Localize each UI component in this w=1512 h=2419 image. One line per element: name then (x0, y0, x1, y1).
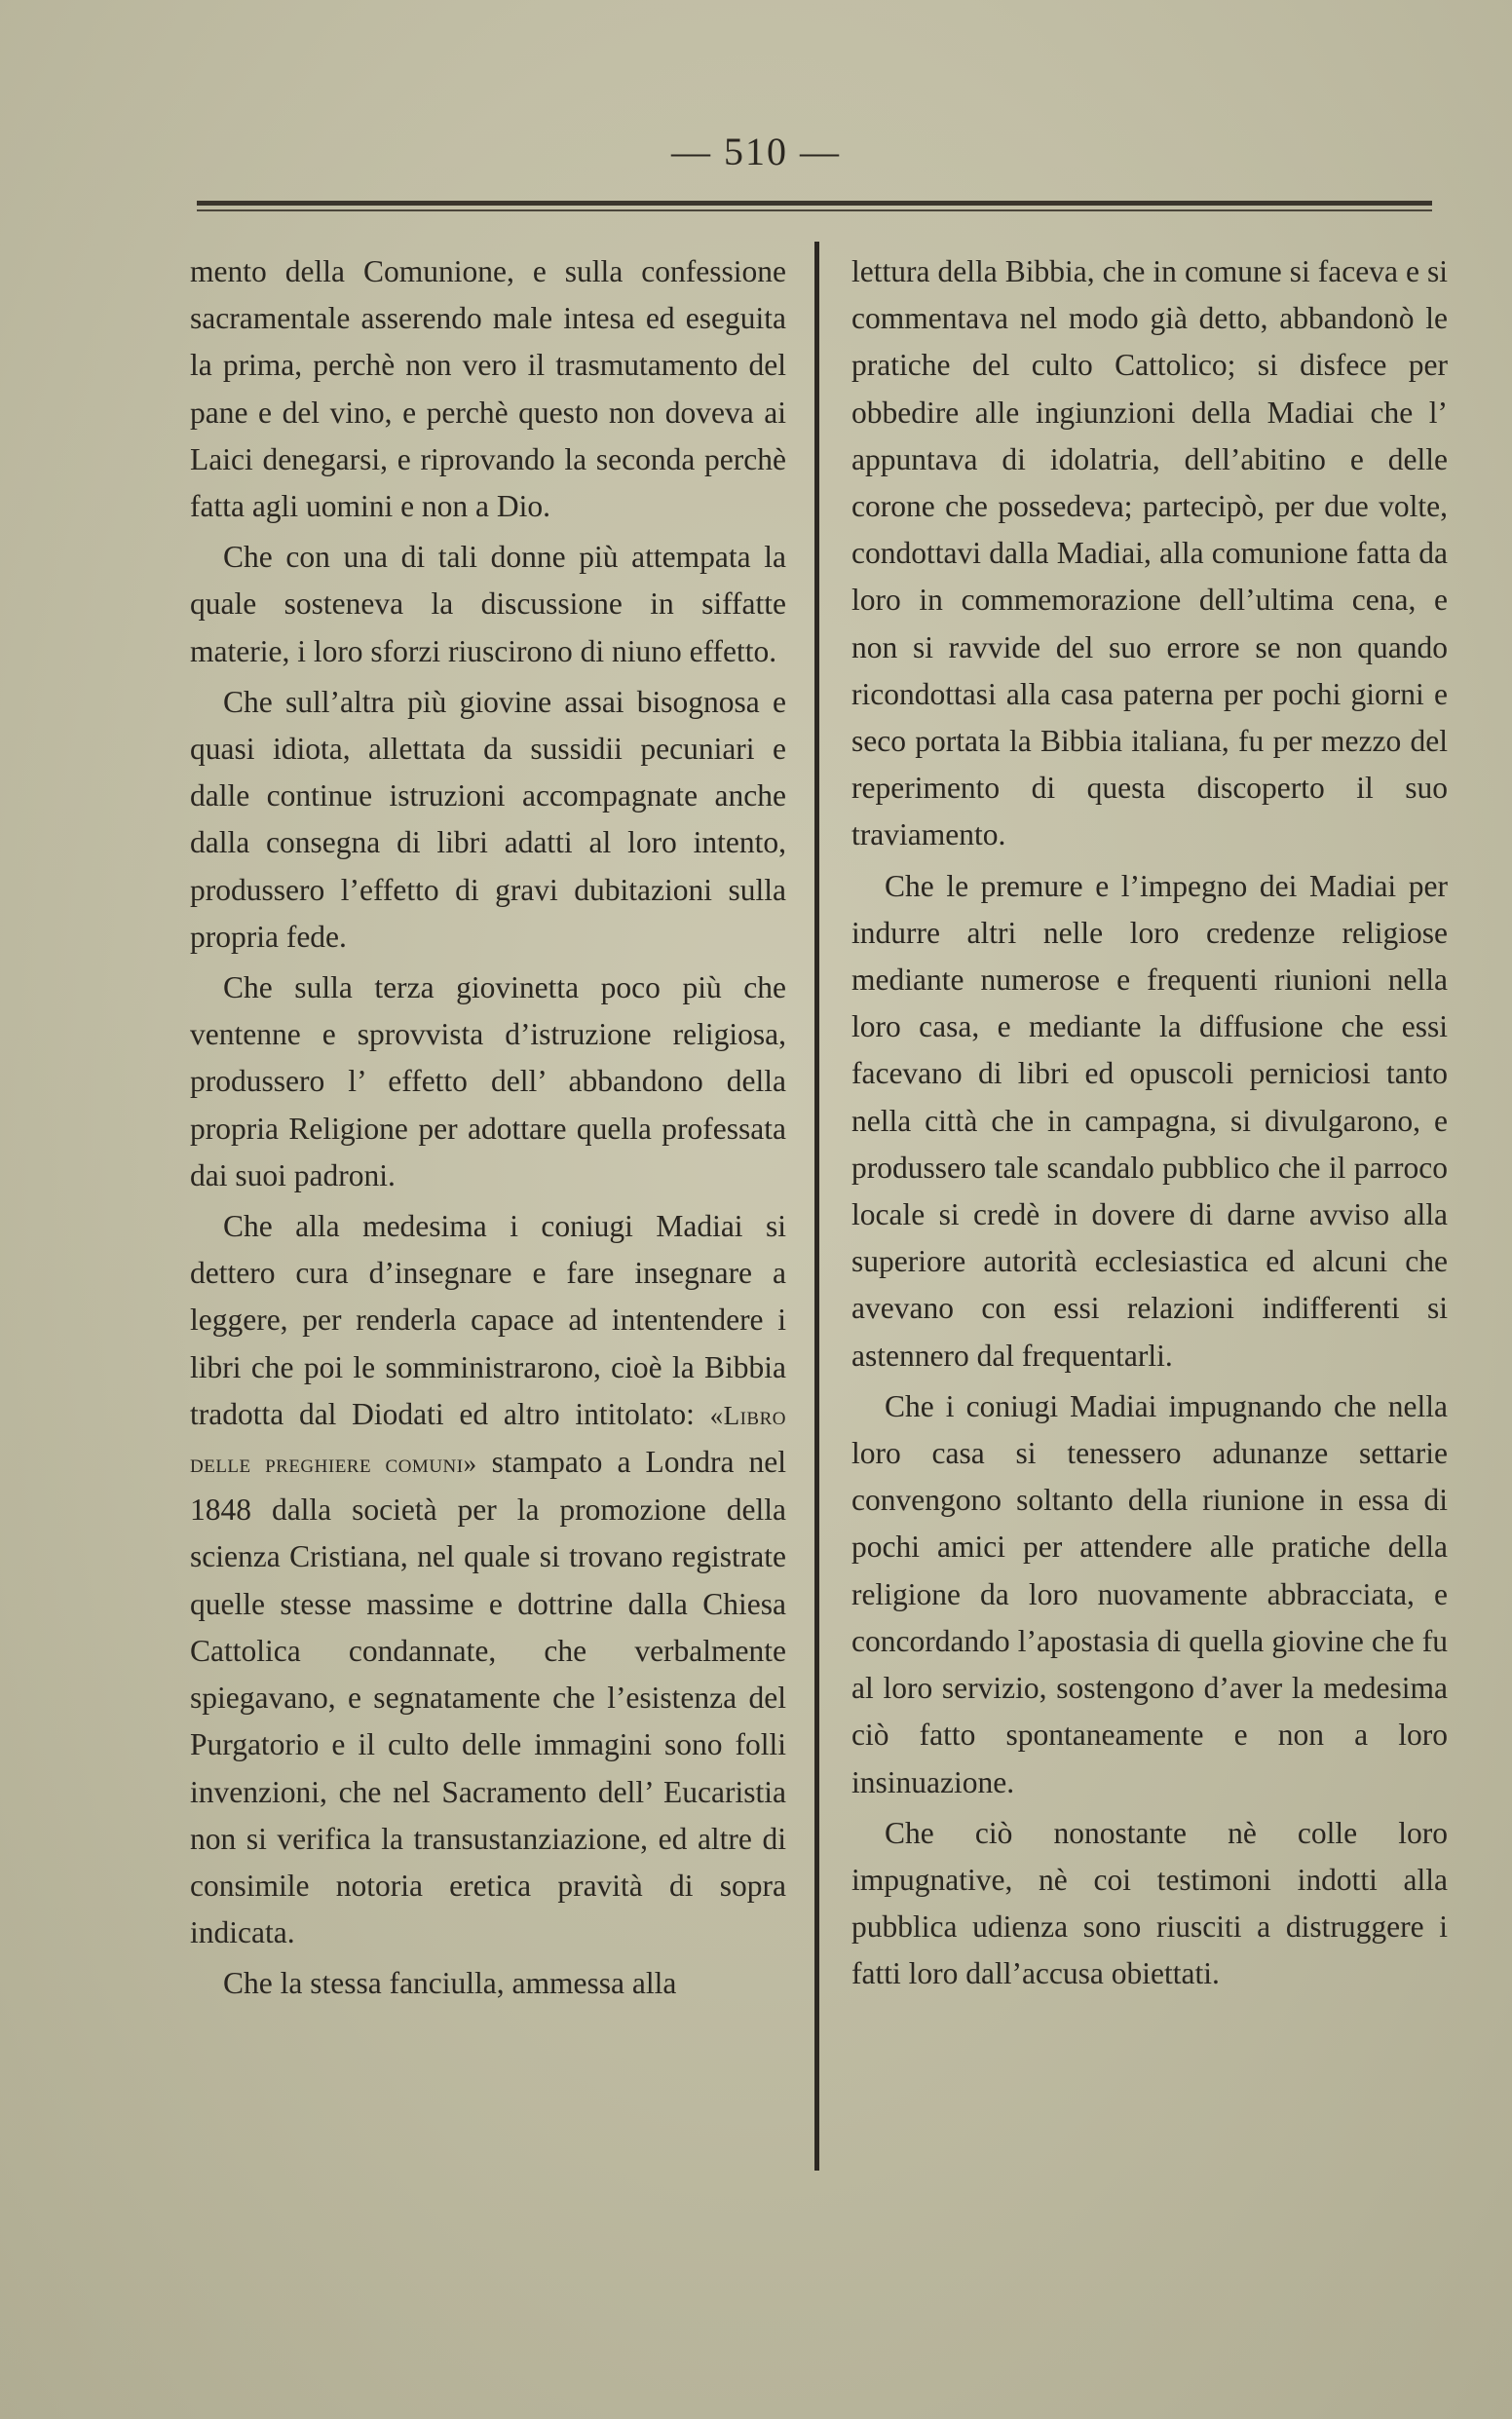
book-title: «Libro delle preghiere comuni» (190, 1400, 786, 1479)
left-paragraph-6: Che la stessa fanciulla, ammessa alla (223, 1966, 677, 2001)
right-paragraph-4: Che ciò nonostante nè colle loro impugnative, nè coi testimoni indotti alla pubblica udienza sono riusciti a distruggere i fatti loro dall’accusa obiettati. (851, 1815, 1448, 1991)
left-paragraph-5-start: Che alla medesima i coniugi Madiai si dettero cura d’insegnare e fare insegnare a leggere, per renderla capace ad intentendere i libri che poi le somministrarono, cioè la Bibbia tradotta dal Diodati ed altro intitolato: (190, 1209, 786, 1431)
left-column (190, 248, 786, 2012)
header-rule (197, 201, 1432, 206)
column-divider (814, 242, 819, 2171)
left-paragraph-3: Che sull’altra più giovine assai bisognosa e quasi idiota, allettata da sussidii pecuniari e dalle continue istruzioni accompagnate anche dalla consegna di libri adatti al loro intento, produssero l’effetto di gravi dubitazioni sulla propria fede. (190, 684, 786, 954)
left-paragraph-5 (190, 1203, 786, 1956)
header-rule-thin (197, 209, 1432, 211)
left-paragraph-5-end: stampato a Londra nel 1848 dalla società per la promozione della scienza Cristiana, nel quale si trovano registrate quelle stesse massime e dottrine dalla Chiesa Cattolica condannate, che verbalmente spiegavano, e segnatamente che l’esistenza del Purgatorio e il culto delle immagini sono folli invenzioni, che nel Sacramento dell’ Eucaristia non si verifica la transustanziazione, ed altre di consimile notoria eretica pravità di sopra indicata. (190, 1445, 787, 1950)
right-paragraph-1: lettura della Bibbia, che in comune si faceva e si commentava nel modo già detto, abbandonò le pratiche del culto Cattolico; si disfece per obbedire alle ingiunzioni della Madiai che l’ appuntava di idolatria, dell’abitino e delle corone che possedeva; partecipò, per due volte, condottavi dalla Madiai, alla comunione fatta da loro in commemorazione dell’ultima cena, e non si ravvide del suo errore se non quando ricondottasi alla casa paterna per pochi giorni e seco portata la Bibbia italiana, fu per mezzo del reperimento di questa discoperto il suo traviamento. (851, 254, 1448, 852)
left-paragraph-4: Che sulla terza giovinetta poco più che ventenne e sprovvista d’istruzione religiosa, produssero l’ effetto dell’ abbandono della propria Religione per adottare quella professata dai suoi padroni. (190, 970, 786, 1192)
right-paragraph-3: Che i coniugi Madiai impugnando che nella loro casa si tenessero adunanze settarie convengono soltanto della riunione in essa di pochi amici per attendere alle pratiche della religione da loro nuovamente abbracciata, e concordando l’apostasia di quella giovine che fu al loro servizio, sostengono d’aver la medesima ciò fatto spontaneamente e non a loro insinuazione. (851, 1388, 1448, 1799)
page-number: — 510 — (671, 130, 841, 173)
right-paragraph-2: Che le premure e l’impegno dei Madiai per indurre altri nelle loro credenze religiose mediante numerose e frequenti riunioni nella loro casa, e mediante la diffusione che essi facevano di libri ed opuscoli perniciosi tanto nella città che in campagna, si divulgarono, e produssero tale scandalo pubblico che il parroco locale si credè in dovere di darne avviso alla superiore autorità ecclesiastica ed alcuni che avevano con essi relazioni indifferenti si astennero dal frequentarli. (851, 868, 1448, 1373)
left-paragraph-1: mento della Comunione, e sulla confessione sacramentale asserendo male intesa ed eseguita la prima, perchè non vero il trasmutamento del pane e del vino, e perchè questo non doveva ai Laici denegarsi, e riprovando la seconda perchè fatta agli uomini e non a Dio. (190, 254, 786, 524)
right-column (851, 248, 1448, 2002)
left-paragraph-2: Che con una di tali donne più attempata la quale sosteneva la discussione in siffatte materie, i loro sforzi riuscirono di niuno effetto. (190, 540, 786, 668)
